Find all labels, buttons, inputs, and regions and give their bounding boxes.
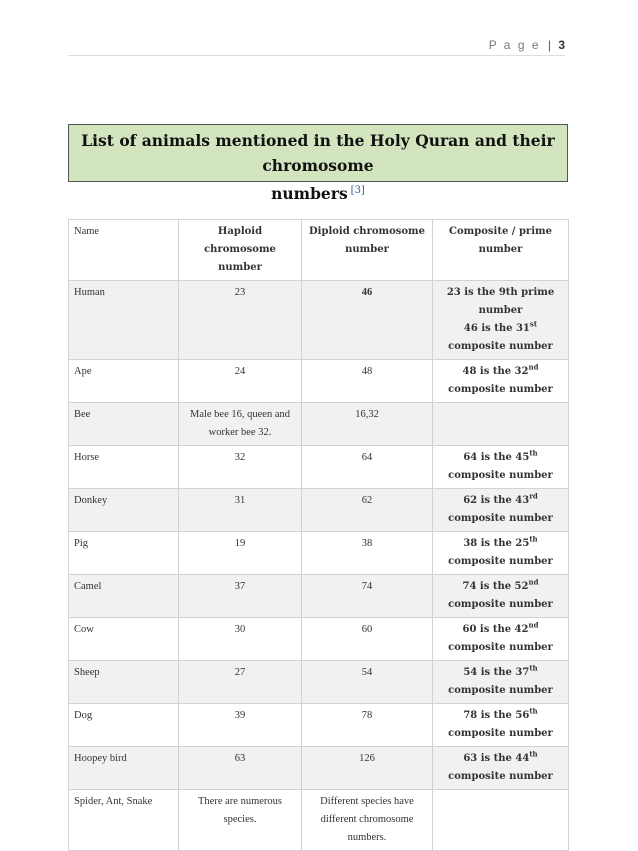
cell-haploid: 37 <box>179 575 302 618</box>
cell-name: Dog <box>69 704 179 747</box>
cell-composite <box>433 489 569 532</box>
ordinal-suffix: th <box>529 706 538 716</box>
composite-note-text: composite number <box>448 771 553 782</box>
composite-note-text: 64 is the 45 <box>463 452 530 463</box>
ordinal-suffix: th <box>529 534 538 544</box>
cell-composite <box>433 446 569 489</box>
cell-name: Donkey <box>69 489 179 532</box>
cell-composite <box>433 704 569 747</box>
table-row <box>69 446 569 489</box>
cell-composite <box>433 532 569 575</box>
cell-diploid: Different species have different chromosome numbers. <box>302 790 433 851</box>
table-row <box>69 281 569 360</box>
composite-note <box>438 578 563 614</box>
composite-note-text: composite number <box>448 341 553 352</box>
cell-composite <box>433 661 569 704</box>
ordinal-suffix: nd <box>528 620 539 630</box>
cell-name: Pig <box>69 532 179 575</box>
composite-note <box>438 535 563 571</box>
composite-note <box>438 449 563 485</box>
composite-note-text: 23 is the 9th prime number <box>446 287 555 316</box>
cell-composite <box>433 281 569 360</box>
header-diploid: Diploid chromosome number <box>302 220 433 281</box>
page-number: 3 <box>558 38 565 52</box>
ordinal-suffix: th <box>529 448 538 458</box>
cell-diploid: 38 <box>302 532 433 575</box>
cell-composite <box>433 403 569 446</box>
composite-note <box>438 664 563 700</box>
composite-note-text: 38 is the 25 <box>463 538 530 549</box>
cell-haploid: 19 <box>179 532 302 575</box>
table-row <box>69 747 569 790</box>
composite-note-text: composite number <box>448 685 553 696</box>
cell-haploid: 27 <box>179 661 302 704</box>
composite-note <box>438 492 563 528</box>
cell-name: Camel <box>69 575 179 618</box>
ordinal-suffix: rd <box>529 491 538 501</box>
composite-note <box>438 750 563 786</box>
cell-name: Horse <box>69 446 179 489</box>
cell-diploid: 62 <box>302 489 433 532</box>
table-row <box>69 575 569 618</box>
page-label: P a g e <box>488 38 541 52</box>
title-box <box>68 124 568 204</box>
composite-note-text: composite number <box>448 556 553 567</box>
composite-note <box>438 707 563 743</box>
table-row <box>69 403 569 446</box>
composite-note-text: 63 is the 44 <box>463 753 530 764</box>
cell-haploid: 63 <box>179 747 302 790</box>
cell-name: Cow <box>69 618 179 661</box>
composite-note-text: composite number <box>448 728 553 739</box>
cell-composite <box>433 747 569 790</box>
cell-haploid: 24 <box>179 360 302 403</box>
cell-diploid: 126 <box>302 747 433 790</box>
cell-name: Bee <box>69 403 179 446</box>
cell-haploid: 31 <box>179 489 302 532</box>
cell-name: Ape <box>69 360 179 403</box>
cell-haploid: Male bee 16, queen and worker bee 32. <box>179 403 302 446</box>
cell-haploid: 39 <box>179 704 302 747</box>
cell-haploid: There are numerous species. <box>179 790 302 851</box>
ordinal-suffix: nd <box>528 362 539 372</box>
composite-note-text: 74 is the 52 <box>462 581 529 592</box>
page-separator: | <box>547 38 551 52</box>
ordinal-suffix: st <box>529 319 538 329</box>
title-line-2 <box>69 178 567 206</box>
cell-haploid: 30 <box>179 618 302 661</box>
cell-haploid: 32 <box>179 446 302 489</box>
cell-diploid: 54 <box>302 661 433 704</box>
header-name: Name <box>69 220 179 281</box>
table-row <box>69 661 569 704</box>
composite-note-text: 78 is the 56 <box>463 710 530 721</box>
composite-note-text: composite number <box>448 513 553 524</box>
composite-note-text: 60 is the 42 <box>462 624 529 635</box>
ordinal-suffix: th <box>529 663 538 673</box>
table-row <box>69 704 569 747</box>
title-reference-link[interactable]: [3] <box>350 185 365 196</box>
cell-composite <box>433 575 569 618</box>
ordinal-suffix: th <box>529 749 538 759</box>
cell-diploid: 64 <box>302 446 433 489</box>
cell-name: Human <box>69 281 179 360</box>
cell-composite <box>433 790 569 851</box>
title-line-2-text: numbers <box>271 184 348 204</box>
table-row <box>69 790 569 851</box>
chromosome-table <box>68 219 569 851</box>
cell-name: Hoopey bird <box>69 747 179 790</box>
cell-diploid: 46 <box>302 281 433 360</box>
cell-name: Sheep <box>69 661 179 704</box>
table-row <box>69 618 569 661</box>
composite-note-text: composite number <box>448 642 553 653</box>
composite-note-text: composite number <box>448 470 553 481</box>
table-header-row <box>69 220 569 281</box>
ordinal-suffix: nd <box>528 577 539 587</box>
table-row <box>69 489 569 532</box>
header-composite: Composite / prime number <box>433 220 569 281</box>
header-haploid: Haploid chromosome number <box>179 220 302 281</box>
composite-note-text: composite number <box>448 599 553 610</box>
cell-haploid: 23 <box>179 281 302 360</box>
table-body <box>69 220 569 851</box>
cell-diploid: 48 <box>302 360 433 403</box>
cell-diploid: 16,32 <box>302 403 433 446</box>
composite-note <box>438 284 563 320</box>
header-rule <box>68 55 565 56</box>
cell-composite <box>433 360 569 403</box>
composite-note-text: 48 is the 32 <box>462 366 529 377</box>
composite-note <box>438 363 563 399</box>
cell-diploid: 74 <box>302 575 433 618</box>
composite-note-text: 62 is the 43 <box>463 495 530 506</box>
page-header <box>489 38 565 52</box>
composite-note <box>438 320 563 356</box>
table-row <box>69 360 569 403</box>
composite-note <box>438 621 563 657</box>
cell-diploid: 60 <box>302 618 433 661</box>
cell-diploid: 78 <box>302 704 433 747</box>
composite-note-text: 54 is the 37 <box>463 667 530 678</box>
composite-note-text: composite number <box>448 384 553 395</box>
composite-note-text: 46 is the 31 <box>463 323 530 334</box>
cell-composite <box>433 618 569 661</box>
table-row <box>69 532 569 575</box>
cell-name: Spider, Ant, Snake <box>69 790 179 851</box>
title-line-1: List of animals mentioned in the Holy Quran and their chromosome <box>81 131 555 175</box>
